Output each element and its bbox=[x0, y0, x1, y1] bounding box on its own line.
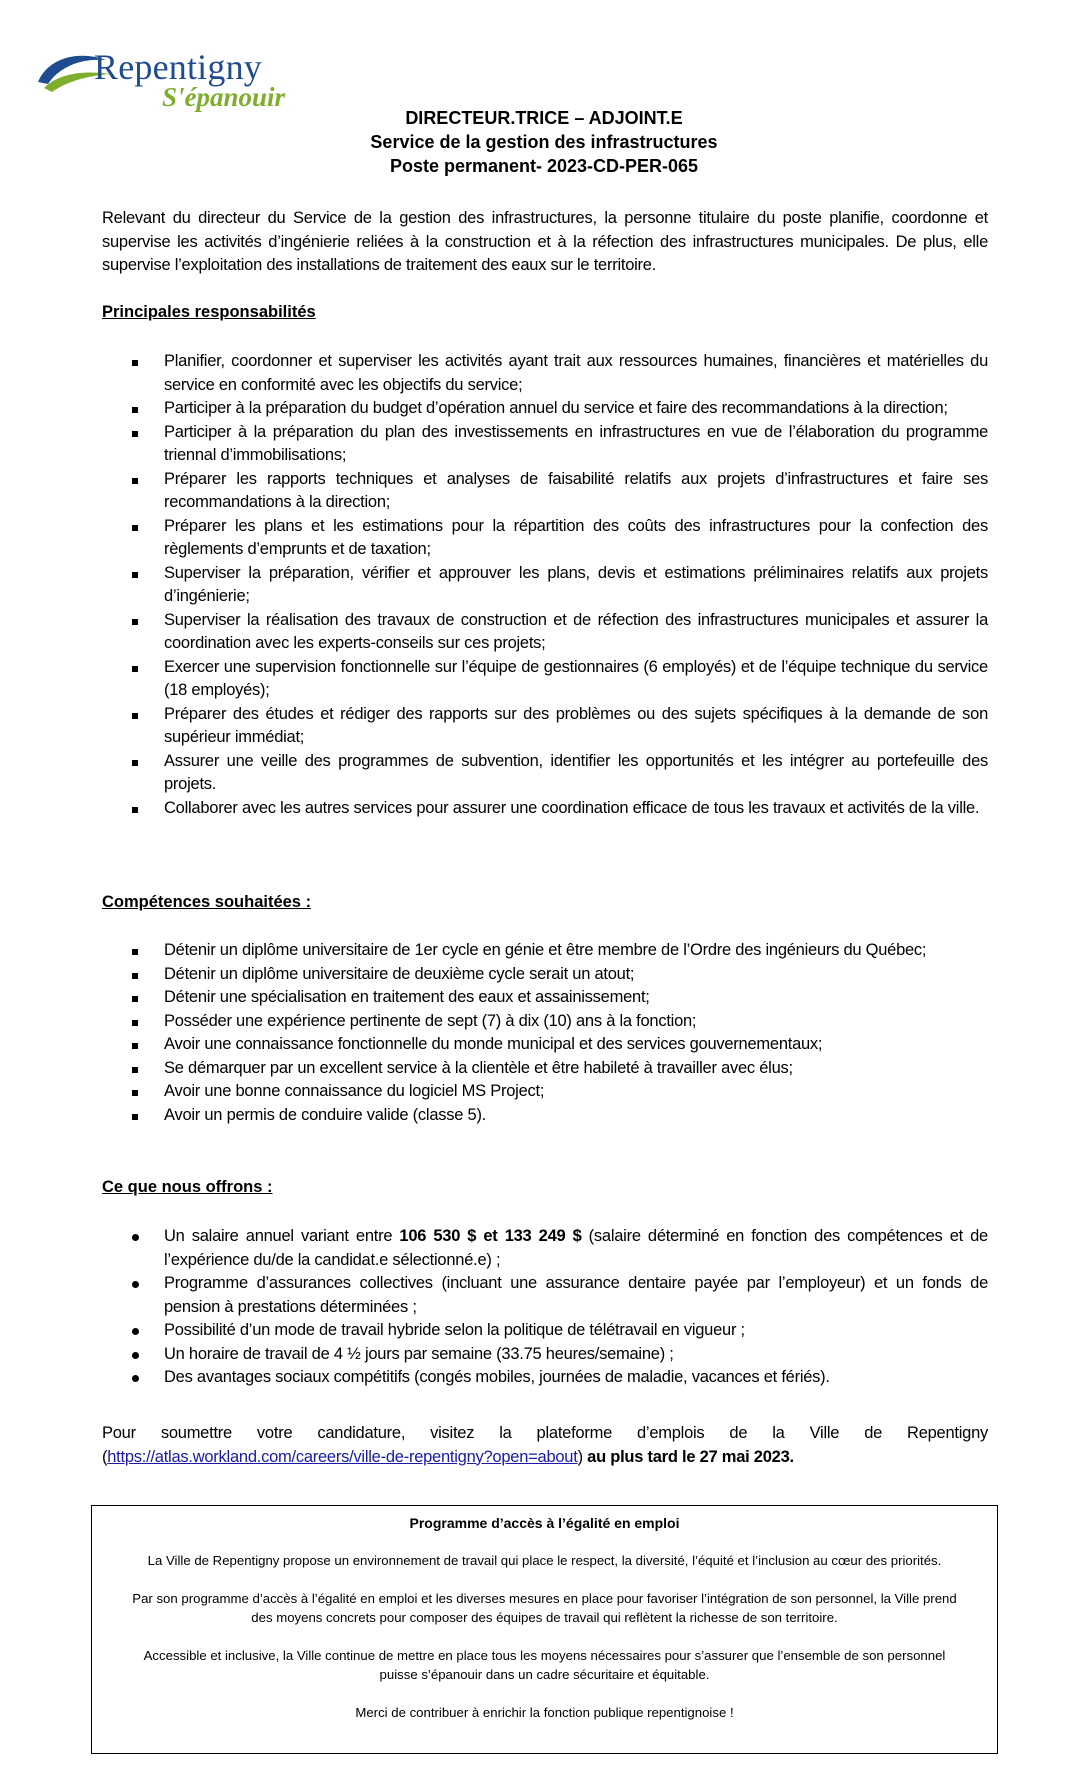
list-item: Détenir un diplôme universitaire de deuxième cycle serait un atout; bbox=[102, 963, 988, 987]
equality-paragraph: Par son programme d’accès à l’égalité en emploi et les diverses mesures en place pour favoriser l’intégration de son personnel, la Ville prend des moyens concrets pour composer des équipes de travail qui reflètent la richesse de son territoire. bbox=[132, 1591, 957, 1625]
equality-paragraph: La Ville de Repentigny propose un environnement de travail qui place le respect, la diversité, l’équité et l’inclusion au cœur des priorités. bbox=[147, 1553, 942, 1568]
round-bullet-icon bbox=[132, 1343, 139, 1367]
square-bullet-icon bbox=[132, 1057, 138, 1081]
list-item: Participer à la préparation du plan des investissements en infrastructures en vue de l’élaboration du programme triennal d’immobilisations; bbox=[102, 421, 988, 468]
square-bullet-icon bbox=[132, 656, 138, 680]
department: Service de la gestion des infrastructures bbox=[370, 132, 718, 152]
square-bullet-icon bbox=[132, 1104, 138, 1128]
intro-paragraph: Relevant du directeur du Service de la gestion des infrastructures, la personne titulaire du poste planifie, coordonne et supervise les activités d’ingénierie reliées à la construction et à la réfection des infrastructures municipales. De plus, elle supervise l’exploitation des installations de traitement des eaux sur le territoire. bbox=[102, 209, 988, 274]
responsibilities-list bbox=[102, 350, 988, 820]
square-bullet-icon bbox=[132, 421, 138, 445]
list-item: Exercer une supervision fonctionnelle sur l’équipe de gestionnaires (6 employés) et de l’équipe technique du service (18 employés); bbox=[102, 656, 988, 703]
square-bullet-icon bbox=[132, 750, 138, 774]
logo-name: Repentigny bbox=[94, 47, 262, 87]
square-bullet-icon bbox=[132, 562, 138, 586]
equality-title: Programme d’accès à l’égalité en emploi bbox=[409, 1515, 680, 1531]
list-item: Un salaire annuel variant entre 106 530 $ et 133 249 $ (salaire déterminé en fonction des compétences et de l’expérience du/de la candidat.e sélectionné.e) ; bbox=[102, 1225, 988, 1272]
square-bullet-icon bbox=[132, 703, 138, 727]
equality-paragraph: Accessible et inclusive, la Ville continue de mettre en place tous les moyens nécessaires pour s’assurer que l’ensemble de son personnel puisse s’épanouir dans un cadre sécuritaire et équitable. bbox=[143, 1648, 946, 1682]
square-bullet-icon bbox=[132, 515, 138, 539]
responsibilities-title: Principales responsabilités bbox=[102, 303, 316, 321]
square-bullet-icon bbox=[132, 1033, 138, 1057]
list-item: Détenir une spécialisation en traitement des eaux et assainissement; bbox=[102, 986, 988, 1010]
offer-list bbox=[102, 1225, 988, 1390]
application-link[interactable]: https://atlas.workland.com/careers/ville-de-repentigny?open=about bbox=[107, 1447, 578, 1466]
logo-tagline: S'épanouir bbox=[162, 82, 286, 112]
list-item: Préparer des études et rédiger des rapports sur des problèmes ou des sujets spécifiques à la demande de son supérieur immédiat; bbox=[102, 703, 988, 750]
list-item: Posséder une expérience pertinente de sept (7) à dix (10) ans à la fonction; bbox=[102, 1010, 988, 1034]
list-item: Planifier, coordonner et superviser les activités ayant trait aux ressources humaines, financières et matérielles du service en conformité avec les objectifs du service; bbox=[102, 350, 988, 397]
list-item: Programme d’assurances collectives (incluant une assurance dentaire payée par l’employeur) et un fonds de pension à prestations déterminées ; bbox=[102, 1272, 988, 1319]
list-item: Se démarquer par un excellent service à la clientèle et être habileté à travailler avec élus; bbox=[102, 1057, 988, 1081]
list-item: Superviser la préparation, vérifier et approuver les plans, devis et estimations préliminaires relatifs aux projets d’ingénierie; bbox=[102, 562, 988, 609]
list-item: Avoir une bonne connaissance du logiciel MS Project; bbox=[102, 1080, 988, 1104]
square-bullet-icon bbox=[132, 468, 138, 492]
skills-title: Compétences souhaitées : bbox=[102, 893, 312, 911]
round-bullet-icon bbox=[132, 1366, 139, 1390]
round-bullet-icon bbox=[132, 1272, 139, 1296]
round-bullet-icon bbox=[132, 1225, 139, 1249]
apply-paragraph: Pour soumettre votre candidature, visitez la plateforme d’emplois de la Ville de Repentigny (https://atlas.workland.com/careers/ville-de-repentigny?open=about) au plus tard le 27 mai 2023. bbox=[102, 1424, 988, 1466]
square-bullet-icon bbox=[132, 939, 138, 963]
list-item: Avoir une connaissance fonctionnelle du monde municipal et des services gouvernementaux; bbox=[102, 1033, 988, 1057]
square-bullet-icon bbox=[132, 397, 138, 421]
job-title: DIRECTEUR.TRICE – ADJOINT.E bbox=[405, 108, 683, 128]
square-bullet-icon bbox=[132, 797, 138, 821]
round-bullet-icon bbox=[132, 1319, 139, 1343]
square-bullet-icon bbox=[132, 1080, 138, 1104]
square-bullet-icon bbox=[132, 986, 138, 1010]
list-item: Préparer les plans et les estimations pour la répartition des coûts des infrastructures pour la confection des règlements d’emprunts et de taxation; bbox=[102, 515, 988, 562]
list-item: Collaborer avec les autres services pour assurer une coordination efficace de tous les travaux et activités de la ville. bbox=[102, 797, 988, 821]
posting-reference: Poste permanent- 2023-CD-PER-065 bbox=[389, 156, 699, 176]
square-bullet-icon bbox=[132, 350, 138, 374]
application-deadline: au plus tard le 27 mai 2023. bbox=[582, 1447, 794, 1466]
salary-range: 106 530 $ et 133 249 $ bbox=[399, 1227, 582, 1245]
list-item: Des avantages sociaux compétitifs (congés mobiles, journées de maladie, vacances et fériés). bbox=[102, 1366, 988, 1390]
list-item: Assurer une veille des programmes de subvention, identifier les opportunités et les intégrer au portefeuille des projets. bbox=[102, 750, 988, 797]
equality-program-box bbox=[91, 1505, 998, 1754]
list-item: Participer à la préparation du budget d’opération annuel du service et faire des recommandations à la direction; bbox=[102, 397, 988, 421]
skills-list bbox=[102, 939, 988, 1127]
list-item: Détenir un diplôme universitaire de 1er cycle en génie et être membre de l’Ordre des ingénieurs du Québec; bbox=[102, 939, 988, 963]
list-item: Possibilité d’un mode de travail hybride selon la politique de télétravail en vigueur ; bbox=[102, 1319, 988, 1343]
list-item: Préparer les rapports techniques et analyses de faisabilité relatifs aux projets d’infrastructures et faire ses recommandations à la direction; bbox=[102, 468, 988, 515]
job-header bbox=[100, 106, 988, 178]
square-bullet-icon bbox=[132, 963, 138, 987]
square-bullet-icon bbox=[132, 609, 138, 633]
list-item: Avoir un permis de conduire valide (classe 5). bbox=[102, 1104, 988, 1128]
list-item: Un horaire de travail de 4 ½ jours par semaine (33.75 heures/semaine) ; bbox=[102, 1343, 988, 1367]
list-item: Superviser la réalisation des travaux de construction et de réfection des infrastructures municipales et assurer la coordination avec les experts-conseils sur ces projets; bbox=[102, 609, 988, 656]
square-bullet-icon bbox=[132, 1010, 138, 1034]
equality-closing: Merci de contribuer à enrichir la fonction publique repentignoise ! bbox=[355, 1705, 734, 1720]
offer-title: Ce que nous offrons : bbox=[102, 1178, 273, 1196]
